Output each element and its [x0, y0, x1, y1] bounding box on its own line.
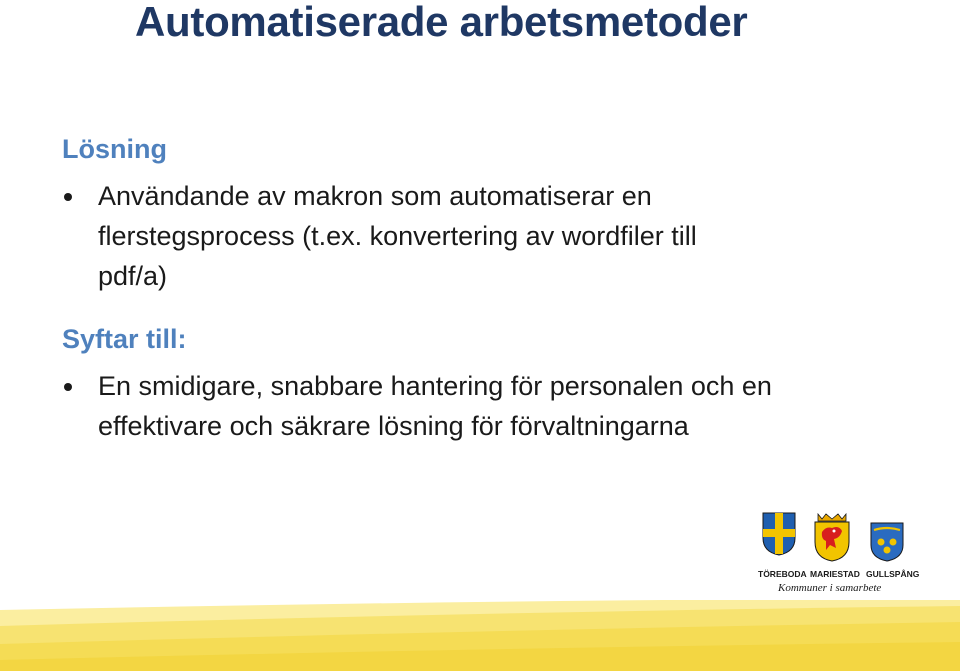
mariestad-crest-icon: [812, 512, 852, 562]
bullet-list: [62, 366, 898, 446]
logo-label: GULLSPÅNG: [866, 569, 920, 579]
footer-decoration: [0, 600, 960, 671]
bullet-item: [62, 366, 898, 446]
slide-title: Automatiserade arbetsmetoder: [135, 0, 748, 45]
section-syftar-till: [62, 324, 898, 446]
bullet-text: Användande av makron som automatiserar en flerstegsprocess (t.ex. konvertering av wordfiler till pdf/a): [98, 181, 697, 291]
gullspang-crest-icon: [870, 522, 904, 562]
logo-label: TÖREBODA: [758, 569, 807, 579]
section-losning: [62, 134, 758, 296]
bullet-text: En smidigare, snabbare hantering för personalen och en effektivare och säkrare lösning för förvaltningarna: [98, 371, 772, 441]
logo-tagline: Kommuner i samarbete: [778, 582, 882, 594]
section-heading: Lösning: [62, 134, 167, 164]
toreboda-crest-icon: [762, 512, 796, 556]
bullet-item: [62, 176, 758, 296]
section-heading: Syftar till:: [62, 324, 187, 354]
bullet-list: [62, 176, 758, 296]
municipality-logos: [758, 512, 918, 596]
logo-label: MARIESTAD: [810, 569, 860, 579]
